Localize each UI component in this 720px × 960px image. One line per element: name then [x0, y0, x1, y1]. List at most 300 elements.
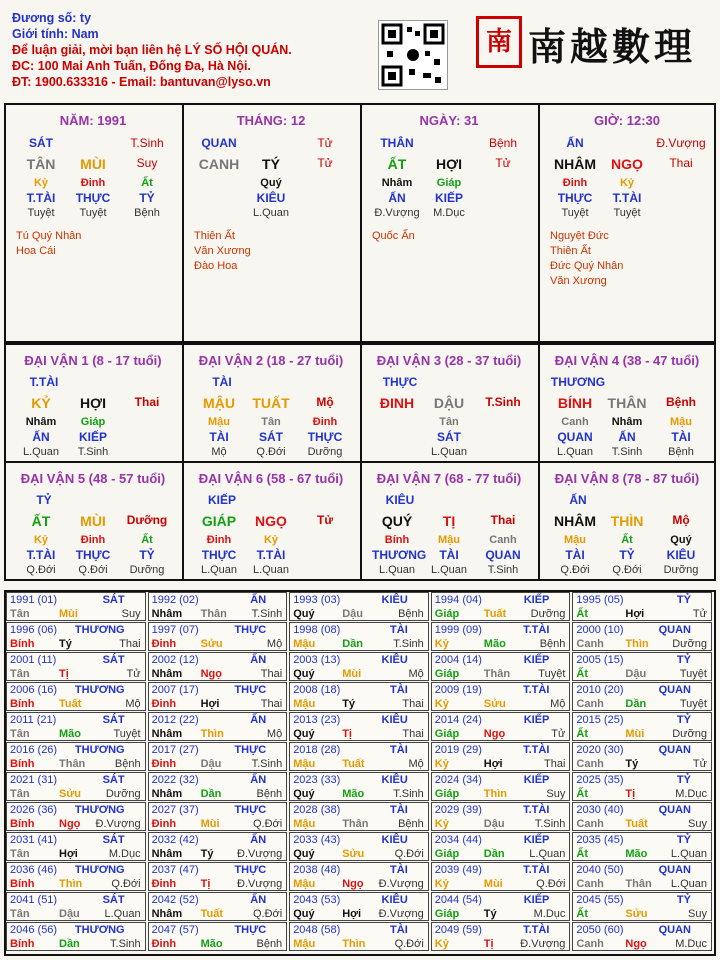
year-branch: Tuất — [625, 818, 648, 830]
star-name: Thiên Ất — [194, 230, 235, 242]
hidden-god: ẤN — [32, 430, 50, 444]
year-cell[interactable] — [6, 772, 146, 801]
life-phase: T.Sinh — [611, 446, 643, 458]
dai-van-phase: Tử — [316, 513, 334, 527]
year-phase: Thai — [260, 668, 283, 680]
hidden-god: KIÊU — [666, 548, 696, 562]
year-branch: Sửu — [59, 788, 82, 800]
year-stem: Canh — [576, 758, 604, 770]
hidden-god: T.TÀI — [26, 548, 56, 562]
year-branch: Mão — [200, 938, 223, 950]
pillar-stem-branch: CANH — [198, 156, 240, 172]
year-stem: Kỷ — [434, 878, 449, 890]
year-branch: Sửu — [483, 698, 506, 710]
year-stem: Canh — [576, 698, 604, 710]
year-stem: Tân — [10, 848, 30, 860]
year-cell[interactable] — [148, 742, 288, 771]
year-cell[interactable] — [572, 622, 712, 651]
year-cell[interactable] — [148, 772, 288, 801]
year-phase: Suy — [688, 908, 707, 920]
year-branch: Thân — [483, 668, 511, 680]
year-branch: Dậu — [625, 668, 647, 680]
dai-van-stem: ẤT — [31, 513, 51, 529]
year-cell[interactable] — [572, 592, 712, 621]
life-phase: Q.Đới — [26, 564, 56, 576]
year-phase: Tử — [126, 668, 141, 680]
pillar-stem-branch: TÝ — [262, 156, 280, 172]
year-cell[interactable] — [6, 622, 146, 651]
year-god: THƯƠNG — [74, 864, 125, 876]
year-cell[interactable] — [6, 832, 146, 861]
year-cell[interactable] — [148, 862, 288, 891]
hidden-stem: Đinh — [206, 534, 232, 546]
year-phase: Dưỡng — [530, 608, 566, 620]
dai-van-stem: NHÂM — [554, 513, 596, 529]
year-label: 2005 (15) — [576, 654, 624, 666]
hidden-stem: Mậu — [208, 416, 230, 428]
year-label: 2044 (54) — [434, 894, 482, 906]
year-phase: M.Dục — [675, 938, 707, 950]
dai-van-phase: Mộ — [316, 395, 334, 409]
hidden-stem: Kỷ — [33, 177, 49, 189]
year-branch: Sửu — [200, 638, 223, 650]
year-cell[interactable] — [431, 622, 571, 651]
year-god: QUAN — [658, 924, 691, 936]
year-label: 2014 (24) — [434, 714, 482, 726]
year-cell[interactable] — [289, 622, 429, 651]
year-cell[interactable] — [431, 652, 571, 681]
life-phase: Q.Đới — [256, 446, 286, 458]
year-label: 2007 (17) — [151, 684, 199, 696]
year-cell[interactable] — [148, 922, 288, 951]
year-god: SÁT — [102, 594, 125, 606]
year-cell[interactable] — [6, 682, 146, 711]
year-cell[interactable] — [289, 652, 429, 681]
hidden-god: T.TÀI — [26, 191, 56, 205]
year-cell[interactable] — [572, 802, 712, 831]
year-stem: Canh — [576, 818, 604, 830]
year-phase: Tuyệt — [679, 698, 707, 710]
year-phase: Q.Đới — [536, 878, 566, 890]
hidden-stem: Ất — [621, 534, 633, 546]
year-stem: Nhâm — [151, 788, 183, 800]
life-phase: Tuyệt — [561, 207, 589, 219]
year-label: 2001 (11) — [10, 654, 57, 666]
year-label: 2019 (29) — [434, 744, 482, 756]
seal-stamp-icon: 南 — [476, 16, 522, 68]
year-cell[interactable] — [6, 892, 146, 921]
year-god: TÀI — [390, 624, 408, 636]
year-cell[interactable] — [6, 592, 146, 621]
year-branch: Mão — [483, 638, 506, 650]
dai-van-title: ĐẠI VẬN 5 (48 - 57 tuổi) — [20, 471, 166, 486]
hidden-stem: Canh — [489, 534, 517, 546]
year-cell[interactable] — [572, 892, 712, 921]
year-god: KIÊU — [381, 594, 408, 606]
dai-van-branch: THÌN — [610, 513, 644, 529]
year-god: SÁT — [102, 654, 125, 666]
year-label: 1999 (09) — [434, 624, 482, 636]
hidden-god: THƯƠNG — [372, 548, 427, 562]
life-phase: Đ.Vượng — [374, 207, 420, 219]
year-stem: Tân — [10, 788, 30, 800]
year-branch: Mùi — [625, 728, 645, 740]
year-phase: Mộ — [266, 728, 283, 740]
year-label: 2033 (43) — [293, 834, 341, 846]
hidden-stem: Canh — [561, 416, 589, 428]
year-stem: Mậu — [293, 758, 316, 770]
dai-van-phase: T.Sinh — [485, 395, 521, 409]
year-stem: Ất — [576, 668, 588, 680]
year-stem: Ất — [576, 608, 588, 620]
pillar-stem-branch: MÙI — [80, 156, 106, 172]
dai-van-title: ĐẠI VẬN 1 (8 - 17 tuổi) — [24, 353, 162, 368]
year-cell[interactable] — [6, 802, 146, 831]
year-cell[interactable] — [289, 682, 429, 711]
hidden-god: T.TÀI — [612, 191, 642, 205]
year-god: TỶ — [676, 654, 691, 666]
year-cell[interactable] — [431, 712, 571, 741]
year-god: TÀI — [390, 804, 408, 816]
dai-van-branch: NGỌ — [255, 513, 287, 529]
year-stem: Ất — [576, 788, 588, 800]
year-cell[interactable] — [148, 592, 288, 621]
year-god: THƯƠNG — [74, 624, 125, 636]
year-cell[interactable] — [431, 682, 571, 711]
star-name: Văn Xương — [550, 275, 607, 287]
pillar-top-god: Bệnh — [488, 136, 518, 150]
year-label: 1995 (05) — [576, 594, 624, 606]
year-label: 2037 (47) — [151, 864, 199, 876]
year-branch: Sửu — [342, 848, 365, 860]
year-label: 2042 (52) — [151, 894, 199, 906]
year-branch: Mùi — [342, 668, 362, 680]
year-phase: L.Quan — [529, 848, 566, 860]
year-phase: Tuyệt — [679, 668, 707, 680]
year-phase: T.Sinh — [251, 758, 283, 770]
year-stem: Kỷ — [434, 818, 449, 830]
dai-van-branch: THÂN — [607, 395, 647, 411]
hidden-stem: Mậu — [670, 416, 692, 428]
year-branch: Tý — [342, 698, 356, 710]
year-label: 1998 (08) — [293, 624, 341, 636]
year-stem: Canh — [576, 938, 604, 950]
dai-van-stem: ĐINH — [379, 395, 415, 411]
star-name: Thiên Ất — [550, 245, 591, 257]
duong-so: Đương số: ty — [12, 11, 92, 25]
year-phase: Thai — [402, 698, 424, 710]
year-cell[interactable] — [148, 682, 288, 711]
year-stem: Giáp — [434, 728, 460, 740]
hidden-stem: Đinh — [562, 177, 588, 189]
year-phase: Tuyệt — [538, 668, 566, 680]
year-cell[interactable] — [572, 772, 712, 801]
year-branch: Dậu — [483, 818, 505, 830]
year-label: 2040 (50) — [576, 864, 624, 876]
life-phase: L.Quan — [252, 207, 290, 219]
year-label: 1993 (03) — [293, 594, 341, 606]
year-branch: Tị — [59, 668, 69, 680]
divider — [4, 461, 716, 463]
year-label: 2003 (13) — [293, 654, 341, 666]
life-phase: Dưỡng — [307, 446, 343, 458]
hidden-god: THỰC — [201, 548, 237, 562]
year-cell[interactable] — [148, 832, 288, 861]
year-cell[interactable] — [6, 652, 146, 681]
pillar-top-god: Đ.Vượng — [656, 136, 706, 150]
year-stem: Đinh — [151, 938, 177, 950]
year-cell[interactable] — [431, 922, 571, 951]
year-branch: Thìn — [483, 788, 508, 800]
year-stem: Nhâm — [151, 728, 183, 740]
qr-code-icon[interactable] — [378, 20, 448, 90]
year-cell[interactable] — [289, 802, 429, 831]
year-label: 2041 (51) — [10, 894, 58, 906]
dai-van-stem: KỶ — [31, 395, 51, 411]
year-god: TÀI — [390, 744, 408, 756]
pillar-top-god: THÂN — [380, 136, 414, 150]
year-label: 2035 (45) — [576, 834, 624, 846]
year-label: 2048 (58) — [293, 924, 341, 936]
pillar-title: THÁNG: 12 — [236, 113, 306, 128]
year-branch: Ngọ — [625, 938, 647, 950]
year-stem: Bính — [10, 698, 35, 710]
dai-van-phase: Dưỡng — [126, 513, 168, 527]
year-phase: Thai — [119, 638, 141, 650]
year-phase: Tử — [692, 608, 707, 620]
year-cell[interactable] — [431, 832, 571, 861]
hidden-stem: Tân — [439, 416, 459, 428]
dai-van-god: THƯƠNG — [550, 375, 606, 389]
hidden-god: ẤN — [388, 191, 406, 205]
dai-van-stem: MẬU — [203, 395, 235, 411]
year-branch: Tị — [483, 938, 494, 950]
year-label: 2002 (12) — [151, 654, 199, 666]
year-cell[interactable] — [289, 712, 429, 741]
year-cell[interactable] — [289, 772, 429, 801]
hidden-stem: Ất — [141, 534, 153, 546]
year-god: KIẾP — [523, 834, 550, 846]
year-phase: T.Sinh — [251, 608, 283, 620]
year-branch: Tị — [200, 878, 211, 890]
year-branch: Thìn — [59, 878, 83, 890]
year-cell[interactable] — [289, 742, 429, 771]
year-cell[interactable] — [289, 592, 429, 621]
hidden-god: THỰC — [75, 191, 111, 205]
year-label: 2011 (21) — [10, 714, 57, 726]
year-god: KIẾP — [523, 894, 550, 906]
year-phase: Bệnh — [114, 758, 141, 770]
hidden-stem: Mậu — [438, 534, 460, 546]
dai-van-stem: BÍNH — [557, 395, 593, 411]
year-label: 2017 (27) — [151, 744, 199, 756]
year-label: 2030 (40) — [576, 804, 624, 816]
year-cell[interactable] — [431, 862, 571, 891]
hidden-stem: Quý — [670, 534, 692, 546]
year-phase: T.Sinh — [110, 938, 141, 950]
life-phase: Bệnh — [668, 446, 694, 458]
year-branch: Tý — [483, 908, 497, 920]
pillar-top-god: ẤN — [566, 136, 584, 150]
dai-van-phase: Bệnh — [666, 395, 696, 409]
dai-van-title: ĐẠI VẬN 8 (78 - 87 tuổi) — [554, 471, 700, 486]
year-label: 1992 (02) — [151, 594, 199, 606]
year-phase: Đ.Vượng — [378, 878, 424, 890]
year-cell[interactable] — [572, 652, 712, 681]
year-stem: Giáp — [434, 848, 460, 860]
year-phase: Bệnh — [398, 608, 424, 620]
year-branch: Hợi — [59, 848, 78, 860]
hidden-god: KIÊU — [256, 191, 286, 205]
year-stem: Nhâm — [151, 608, 183, 620]
year-phase: L.Quan — [670, 848, 707, 860]
year-phase: Mộ — [266, 638, 283, 650]
year-stem: Tân — [10, 728, 30, 740]
year-phase: Thai — [402, 728, 424, 740]
year-phase: T.Sinh — [393, 638, 424, 650]
year-cell[interactable] — [6, 922, 146, 951]
year-phase: M.Dục — [533, 908, 566, 920]
year-label: 2013 (23) — [293, 714, 341, 726]
life-phase: L.Quan — [22, 446, 60, 458]
dai-van-branch: DẬU — [433, 395, 465, 411]
year-branch: Tuất — [342, 758, 365, 770]
year-phase: Dưỡng — [672, 638, 707, 650]
year-cell[interactable] — [572, 742, 712, 771]
year-cell[interactable] — [148, 802, 288, 831]
pillar-stem-branch: Tử — [495, 156, 511, 170]
year-cell[interactable] — [289, 862, 429, 891]
year-cell[interactable] — [572, 922, 712, 951]
year-branch: Mùi — [483, 878, 503, 890]
year-stem: Canh — [576, 638, 604, 650]
year-stem: Ất — [576, 848, 588, 860]
year-branch: Tị — [342, 728, 352, 740]
year-stem: Bính — [10, 818, 35, 830]
year-god: SÁT — [102, 774, 125, 786]
life-phase: Dưỡng — [663, 564, 699, 576]
year-label: 2020 (30) — [576, 744, 624, 756]
hidden-stem: Ất — [141, 177, 153, 189]
hidden-god: TÀI — [209, 430, 229, 444]
year-god: ẤN — [250, 594, 267, 606]
dai-van-stem: GIÁP — [201, 513, 237, 529]
year-cell[interactable] — [148, 892, 288, 921]
year-cell[interactable] — [431, 892, 571, 921]
phone-email-line: ĐT: 1900.633316 - Email: bantuvan@lyso.vn — [12, 75, 271, 89]
year-branch: Thìn — [342, 938, 366, 950]
year-cell[interactable] — [148, 622, 288, 651]
year-stem: Đinh — [151, 878, 177, 890]
year-god: T.TÀI — [523, 624, 550, 636]
year-cell[interactable] — [289, 922, 429, 951]
star-name: Đức Quý Nhân — [550, 260, 624, 272]
year-label: 2025 (35) — [576, 774, 624, 786]
year-stem: Đinh — [151, 698, 177, 710]
year-label: 2023 (33) — [293, 774, 341, 786]
pillar-title: NĂM: 1991 — [59, 113, 127, 128]
year-cell[interactable] — [572, 832, 712, 861]
year-god: TỶ — [676, 774, 691, 786]
year-cell[interactable] — [148, 712, 288, 741]
year-branch: Dậu — [200, 758, 222, 770]
year-branch: Mùi — [200, 818, 220, 830]
year-god: THƯƠNG — [74, 684, 125, 696]
year-cell[interactable] — [148, 652, 288, 681]
year-cell[interactable] — [572, 712, 712, 741]
year-label: 2038 (48) — [293, 864, 341, 876]
year-branch: Dậu — [342, 608, 363, 620]
year-god: THƯƠNG — [74, 744, 125, 756]
year-cell[interactable] — [572, 682, 712, 711]
year-label: 2028 (38) — [293, 804, 341, 816]
year-cell[interactable] — [431, 742, 571, 771]
year-stem: Quý — [293, 668, 315, 680]
year-branch: Tị — [625, 788, 636, 800]
year-cell[interactable] — [6, 712, 146, 741]
life-phase: L.Quan — [430, 446, 468, 458]
hidden-god: TỶ — [619, 548, 635, 562]
year-label: 2031 (41) — [10, 834, 58, 846]
year-label: 2021 (31) — [10, 774, 58, 786]
year-phase: T.Sinh — [534, 818, 566, 830]
life-phase: L.Quan — [200, 564, 238, 576]
year-stem: Đinh — [151, 818, 177, 830]
year-phase: T.Sinh — [393, 788, 424, 800]
life-phase: L.Quan — [378, 564, 416, 576]
year-cell[interactable] — [431, 802, 571, 831]
year-cell[interactable] — [289, 892, 429, 921]
year-cell[interactable] — [6, 742, 146, 771]
year-cell[interactable] — [431, 592, 571, 621]
year-god: KIẾP — [523, 594, 550, 606]
year-label: 2050 (60) — [576, 924, 624, 936]
year-branch: Mùi — [59, 608, 78, 620]
star-name: Quốc Ấn — [372, 230, 415, 242]
divider — [182, 103, 184, 581]
hidden-god: KIẾP — [434, 191, 463, 205]
dai-van-title: ĐẠI VẬN 6 (58 - 67 tuổi) — [198, 471, 344, 486]
year-branch: Dần — [483, 848, 505, 860]
year-cell[interactable] — [6, 862, 146, 891]
year-stem: Kỷ — [434, 938, 449, 950]
year-god: KIẾP — [523, 654, 550, 666]
year-god: TỶ — [676, 834, 691, 846]
year-stem: Mậu — [293, 818, 316, 830]
year-stem: Bính — [10, 758, 35, 770]
year-phase: Q.Đới — [111, 878, 141, 890]
year-stem: Giáp — [434, 608, 460, 620]
dai-van-phase: Thai — [134, 395, 160, 409]
year-stem: Bính — [10, 638, 35, 650]
year-god: KIẾP — [523, 714, 550, 726]
year-cell[interactable] — [431, 772, 571, 801]
year-god: SÁT — [102, 714, 125, 726]
year-branch: Hợi — [483, 758, 503, 770]
hidden-god: SÁT — [437, 430, 461, 444]
pillar-stem-branch: TÂN — [26, 156, 56, 172]
year-stem: Đinh — [151, 638, 177, 650]
year-branch: Tuất — [200, 908, 223, 920]
year-god: QUAN — [658, 744, 691, 756]
life-phase: Bệnh — [134, 207, 160, 219]
year-god: KIẾP — [523, 774, 550, 786]
year-phase: Bệnh — [256, 938, 283, 950]
year-cell[interactable] — [289, 832, 429, 861]
life-phase: T.Sinh — [77, 446, 109, 458]
year-cell[interactable] — [572, 862, 712, 891]
year-phase: Dưỡng — [105, 788, 141, 800]
